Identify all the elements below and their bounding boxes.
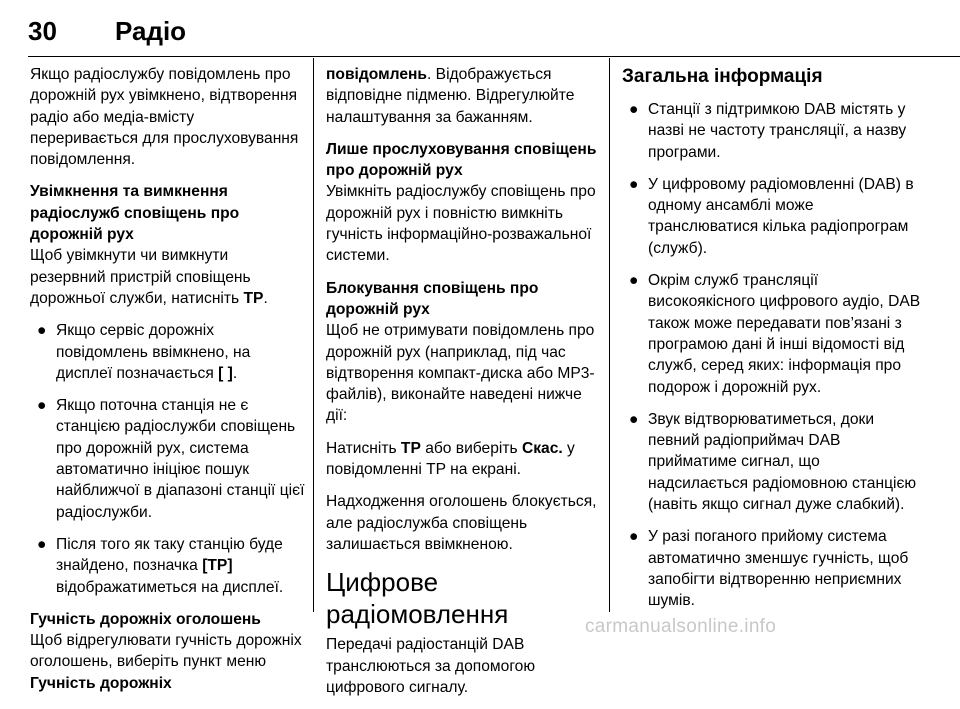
list-item: ● Якщо сервіс дорожніх повідомлень ввімкнено, на дисплеї позначається [ ]. [37, 322, 251, 382]
heading-digital-radio: Цифрове радіомовлення [326, 567, 509, 630]
continued-paragraph: повідомлень. Відображується відповідне підменю. Відрегулюйте налаштування за бажанням. [326, 66, 575, 126]
bullet-icon: ● [629, 410, 639, 428]
column-divider [313, 58, 314, 612]
page-header [0, 0, 960, 56]
list-item: ● У цифровому радіомовленні (DAB) в одному ансамблі може транслюватися кілька радіопрограм (служб). [629, 175, 914, 257]
section-title: Радіо [115, 16, 187, 46]
bullet-icon: ● [629, 175, 639, 193]
list-item: ● У разі поганого прийому система автоматично зменшує гучність, щоб запобігти відтворенню неприємних шумів. [629, 528, 909, 610]
heading-general-info: Загальна інформація [622, 66, 823, 87]
only-traffic-paragraph: Увімкніть радіослужбу сповіщень про дорожній рух і повністю вимкніть гучність інформаційно-розважальної системи. [326, 183, 596, 265]
column-2 [326, 64, 602, 709]
incoming-paragraph: Надходження оголошень блокується, але радіослужба сповіщень залишається ввімкненою. [326, 493, 597, 553]
general-bullet-list [622, 99, 922, 612]
header-rule [28, 56, 960, 57]
heading-enable-disable: Увімкнення та вимкнення радіослужб сповіщень про дорожній рух [30, 183, 240, 244]
bullet-icon: ● [629, 528, 639, 546]
block-paragraph: Щоб не отримувати повідомлень про дорожній рух (наприклад, під час відтворення компакт-диска або MP3-файлів), виконайте наведені нижче дії: [326, 322, 595, 425]
bullet-icon: ● [37, 322, 47, 340]
column-3 [622, 64, 922, 623]
page-number: 30 [28, 16, 57, 46]
bullet-icon: ● [629, 101, 639, 118]
bullet-icon: ● [37, 535, 47, 553]
heading-block: Блокування сповіщень про дорожній рух [326, 279, 539, 318]
tp-key-label: TP [243, 289, 264, 307]
menu-item-reference: Гучність дорожніх [30, 674, 172, 692]
list-item: ● Станції з підтримкою DAB містять у назві не частоту трансляції, а назву програми. [629, 101, 907, 161]
list-item: ● Якщо поточна станція не є станцією радіослужби сповіщень про дорожній рух, система автоматично ініціює пошук найближчої в діапазоні станції цієї радіослужби. [37, 397, 305, 521]
intro-paragraph: Якщо радіослужбу повідомлень про дорожній рух увімкнено, відтворення радіо або медіа-вмісту переривається для прослуховування повідомлення. [30, 66, 299, 169]
column-1 [30, 64, 306, 705]
volume-paragraph: Щоб відрегулювати гучність дорожніх оголошень, виберіть пункт меню Гучність дорожніх [30, 632, 302, 692]
list-item: ● Після того як таку станцію буде знайдено, позначка [TP] відображатиметься на дисплеї. [37, 535, 284, 596]
watermark: carmanualsonline.info [585, 616, 777, 637]
list-item: ● Окрім служб трансляції високоякісного цифрового аудіо, DAB також може передавати пов’язані з програмою дані й інші відомості від служб, серед яких: інформація про подорож і дорожній рух. [629, 272, 921, 396]
press-paragraph: Натисніть TP або виберіть Скас. у повідомленні TP на екрані. [326, 439, 575, 479]
list-item: ● Звук відтворюватиметься, доки певний радіоприймач DAB прийматиме сигнал, що надсилається радіомовною станцією (навіть якщо сигнал дуже слабкий). [629, 410, 917, 514]
heading-only-traffic: Лише прослуховування сповіщень про дорожній рух [326, 140, 597, 180]
heading-volume: Гучність дорожніх оголошень [30, 610, 261, 628]
dab-paragraph: Передачі радіостанцій DAB транслюються за допомогою цифрового сигналу. [326, 636, 536, 696]
bullet-icon: ● [629, 272, 639, 290]
enable-bullet-list [30, 320, 306, 598]
enable-paragraph: Щоб увімкнути чи вимкнути резервний пристрій сповіщень дорожньої служби, натисніть TP. [30, 247, 268, 307]
bullet-icon: ● [37, 397, 47, 415]
column-divider [609, 58, 610, 612]
